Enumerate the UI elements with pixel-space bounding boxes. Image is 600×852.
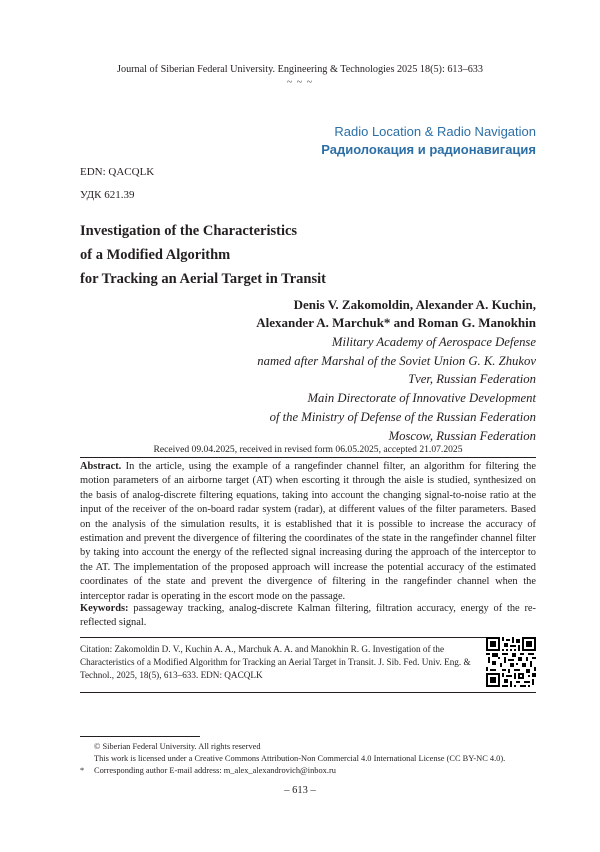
journal-header: Journal of Siberian Federal University. Engineering & Technologies 2025 18(5): 613–633	[117, 64, 483, 75]
udk-identifier: УДК 621.39	[80, 189, 135, 201]
abstract-label: Abstract.	[80, 461, 122, 472]
authors-line: Alexander A. Marchuk* and Roman G. Manokhin	[256, 315, 536, 330]
license-text: This work is licensed under a Creative Commons Attribution-Non Commercial 4.0 International License (CC BY-NC 4.0).	[94, 754, 506, 763]
received-dates: Received 09.04.2025, received in revised form 06.05.2025, accepted 21.07.2025	[153, 444, 463, 455]
qr-code-icon	[486, 637, 536, 687]
footnote-rule	[80, 736, 200, 737]
authors-line: Denis V. Zakomoldin, Alexander A. Kuchin,	[293, 297, 536, 312]
header-separator: ~ ~ ~	[286, 77, 314, 88]
abstract-top-rule	[80, 457, 536, 458]
corresponding-footnote	[80, 765, 336, 776]
affiliation-line: named after Marshal of the Soviet Union G. K. Zhukov	[257, 353, 536, 368]
copyright-text: © Siberian Federal University. All rights reserved	[94, 742, 261, 751]
citation: Citation: Zakomoldin D. V., Kuchin A. A., Marchuk A. A. and Manokhin R. G. Investigation of the Characteristics of a Modified Algorithm for Tracking an Aerial Target in Transit. J. Sib. Fed. Univ. Eng. & Technol., 2025, 18(5), 613–633. EDN: QACQLK	[80, 644, 471, 680]
title-line: for Tracking an Aerial Target in Transit	[80, 271, 326, 287]
affiliations	[76, 333, 536, 445]
page-number: – 613 –	[284, 785, 316, 796]
affiliation-line: of the Ministry of Defense of the Russian Federation	[269, 409, 536, 424]
affiliation-line: Moscow, Russian Federation	[388, 428, 536, 443]
license-footnote	[80, 753, 505, 764]
abstract-text: In the article, using the example of a rangefinder channel filter, an algorithm for filtering the motion parameters of an airborne target (AT) when escorting it through the aisle is studied, synthesized on the basis of analog-discrete filtering equations, taking into account the changing signal-to-noise ratio at the input of the receiver of the on-board radar system (radar), at different values of the filter parameters. Based on the analysis of the simulation results, it is established that it is possible to increase the accuracy of estimation and prevent the divergence of filtering the coordinates of the state in the rangefinder channel filter by taking into account the energy of the reflected signal increasing during the approach of the interceptor to the AT. The implementation of the proposed approach will increase the potential accuracy of the estimated coordinates of the state and prevent the divergence of filtering in the rangefinder channel when the interceptor radar is operating in the escort mode on the passage.	[80, 461, 536, 602]
keywords	[80, 602, 536, 631]
affiliation-line: Main Directorate of Innovative Development	[307, 391, 536, 406]
affiliation-line: Tver, Russian Federation	[408, 372, 536, 387]
title-line: Investigation of the Characteristics	[80, 223, 298, 239]
article-title	[80, 219, 520, 291]
keywords-label: Keywords:	[80, 603, 129, 614]
affiliation-line: Military Academy of Aerospace Defense	[331, 335, 536, 349]
keywords-text: passageway tracking, analog-discrete Kalman filtering, filtration accuracy, energy of the re-reflected signal.	[80, 603, 536, 629]
asterisk-mark: *	[80, 766, 85, 775]
citation-top-rule	[80, 637, 536, 638]
author-list	[76, 296, 536, 332]
corresponding-text: Corresponding author E-mail address: m_alex_alexandrovich@inbox.ru	[94, 766, 336, 775]
section-title-english: Radio Location & Radio Navigation	[334, 124, 536, 139]
citation-bottom-rule	[80, 692, 536, 693]
abstract	[80, 460, 536, 604]
copyright-footnote	[80, 741, 261, 752]
edn-identifier: EDN: QACQLK	[80, 166, 155, 178]
section-title-russian: Радиолокация и радионавигация	[321, 142, 536, 157]
title-line: of a Modified Algorithm	[80, 247, 231, 263]
